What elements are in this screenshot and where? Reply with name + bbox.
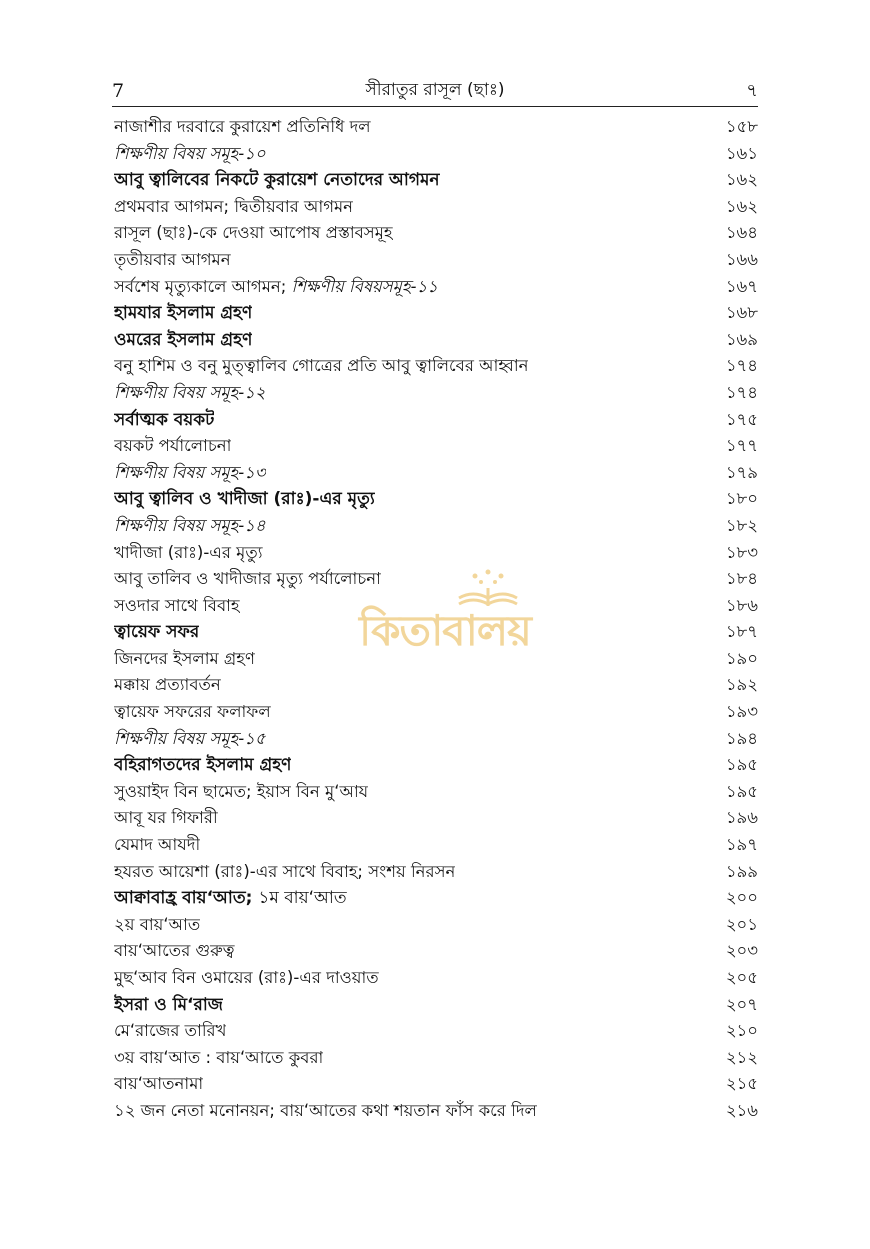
- toc-entry-title: [114, 566, 381, 593]
- toc-entry: [114, 646, 758, 673]
- toc-entry-title-text: আবু ত্বালিব ও খাদীজা (রাঃ)-এর মৃত্যু: [114, 489, 375, 510]
- toc-entry: [114, 779, 758, 806]
- toc-entry-title: [114, 433, 231, 460]
- toc-entry-title-text: প্রথমবার আগমন; দ্বিতীয়বার আগমন: [114, 196, 354, 216]
- toc-entry-title: [114, 593, 240, 620]
- toc-entry-page-number: ১৯২: [725, 675, 758, 695]
- toc-entry-title: [114, 194, 353, 221]
- toc-entry-title: [114, 752, 291, 779]
- toc-entry-page-number: ১৯৯: [725, 861, 758, 881]
- toc-entry-page-number: ১৭৫: [725, 409, 758, 429]
- toc-entry: [114, 938, 758, 965]
- toc-entry-title-text: হামযার ইসলাম গ্রহণ: [114, 303, 253, 324]
- toc-entry-page-number: ১৬৬: [725, 249, 758, 269]
- toc-entry-title: [114, 938, 235, 965]
- toc-entry: [114, 407, 758, 434]
- toc-entry-title-text: বহিরাগতদের ইসলাম গ্রহণ: [114, 755, 292, 776]
- toc-entry: [114, 513, 758, 540]
- toc-entry-title-suffix: ১ম বায়‘আত: [258, 888, 347, 909]
- toc-entry-title-text: বনু হাশিম ও বনু মুত্ত্বালিব গোত্রের প্রতি আবু ত্বালিবের আহ্বান: [114, 356, 529, 376]
- toc-entry-page-number: ১৫৮: [725, 117, 758, 136]
- toc-entry-title: [114, 141, 266, 168]
- toc-entry-title-text: শিক্ষণীয় বিষয় সমূহ-১২: [114, 382, 266, 402]
- toc-entry: [114, 460, 758, 487]
- toc-entry-page-number: ১৯৫: [725, 781, 758, 801]
- toc-entry-page-number: ১৮২: [725, 515, 758, 535]
- toc-entry-title-text: ৩য় বায়‘আত : বায়‘আতে কুবরা: [114, 1047, 324, 1067]
- toc-entry-title-text: তৃতীয়বার আগমন: [114, 249, 231, 269]
- toc-entry-page-number: ২০১: [725, 914, 758, 934]
- toc-entry: [114, 1018, 758, 1045]
- toc-entry-title-text: ওমরের ইসলাম গ্রহণ: [114, 329, 253, 350]
- toc-entry-page-number: ১৬২: [725, 196, 758, 216]
- toc-entry-page-number: ১৬১: [725, 143, 758, 163]
- toc-entry: [114, 274, 758, 301]
- toc-entry-page-number: ১৬২: [725, 170, 758, 190]
- toc-entry: [114, 114, 758, 141]
- toc-entry-title-text: সর্বশেষ মৃত্যুকালে আগমন;: [114, 276, 292, 296]
- toc-entry: [114, 1045, 758, 1072]
- toc-entry-page-number: ১৯০: [725, 648, 758, 668]
- page-header: [112, 78, 758, 104]
- toc-entry: [114, 300, 758, 327]
- toc-entry-page-number: ১৮৭: [725, 622, 758, 642]
- toc-entry: [114, 965, 758, 992]
- toc-entry: [114, 194, 758, 221]
- toc-entry: [114, 327, 758, 354]
- toc-entry-title: [114, 540, 263, 567]
- toc-entry-title-text: নাজাশীর দরবারে কুরায়েশ প্রতিনিধি দল: [114, 117, 371, 136]
- toc-entry-page-number: ১৬৭: [725, 276, 758, 296]
- toc-entry-page-number: ১৮৬: [725, 595, 758, 615]
- toc-entry-title: [114, 247, 231, 274]
- toc-entry-title-text: আবু তালিব ও খাদীজার মৃত্যু পর্যালোচনা: [114, 569, 381, 589]
- toc-entry-page-number: ১৬৯: [725, 329, 758, 349]
- toc-entry-title-text: শিক্ষণীয় বিষয় সমূহ-১৩: [114, 462, 266, 482]
- toc-entry: [114, 141, 758, 168]
- toc-entry-title: [114, 407, 214, 434]
- toc-entry-title: [114, 1098, 537, 1125]
- toc-entry: [114, 247, 758, 274]
- toc-entry-title: [114, 114, 371, 141]
- toc-entry-page-number: ১৯৬: [725, 808, 758, 828]
- toc-entry-title-text: আবু ত্বালিবের নিকটে কুরায়েশ নেতাদের আগমন: [114, 170, 440, 191]
- toc-entry: [114, 752, 758, 779]
- toc-entry-page-number: ২০৩: [725, 941, 758, 961]
- toc-entry-title-text: মক্কায় প্রত্যাবর্তন: [114, 675, 221, 695]
- toc-entry-title: [114, 353, 528, 380]
- toc-entry-title: [114, 726, 266, 753]
- toc-entry: [114, 1071, 758, 1098]
- toc-entry-title: [114, 486, 375, 513]
- watermark-text: কিতাবালয়: [359, 606, 531, 655]
- toc-entry-page-number: ১৯৩: [725, 702, 758, 722]
- toc-entry-title: [114, 619, 199, 646]
- toc-entry: [114, 992, 758, 1019]
- toc-entry-title: [114, 460, 266, 487]
- toc-entry-page-number: ২০৫: [725, 968, 758, 987]
- toc-entry-page-number: ১৭৭: [725, 436, 758, 456]
- toc-entry: [114, 220, 758, 247]
- toc-entry-title-text: ত্বায়েফ সফরের ফলাফল: [114, 702, 271, 722]
- toc-entry-title-text: বায়‘আতের গুরুত্ব: [114, 941, 235, 961]
- toc-entry-title: [114, 805, 218, 832]
- toc-entry: [114, 566, 758, 593]
- toc-entry-title-suffix: শিক্ষণীয় বিষয়সমূহ-১১: [291, 276, 438, 296]
- toc-entry: [114, 619, 758, 646]
- toc-entry-title-text: ত্বায়েফ সফর: [114, 622, 200, 643]
- toc-entry-title: [114, 779, 368, 806]
- toc-entry: [114, 805, 758, 832]
- toc-entry-title-text: মে‘রাজের তারিখ: [114, 1021, 227, 1041]
- page-number-bengali: ৭: [746, 79, 758, 101]
- toc-entry-title: [114, 885, 347, 912]
- toc-entry-title: [114, 220, 393, 247]
- toc-entry: [114, 167, 758, 194]
- toc-entry-title: [114, 300, 252, 327]
- toc-entry-page-number: ২১২: [725, 1047, 758, 1067]
- toc-entry: [114, 540, 758, 567]
- toc-entry-page-number: ১৮৩: [725, 542, 758, 562]
- toc-entry-title-text: সুওয়াইদ বিন ছামেত; ইয়াস বিন মু‘আয: [114, 781, 369, 801]
- toc-entry-title: [114, 513, 266, 540]
- toc-entry: [114, 486, 758, 513]
- toc-entry-title: [114, 832, 200, 859]
- toc-entry-page-number: ২১৬: [725, 1100, 758, 1120]
- toc-entry-title: [114, 1018, 226, 1045]
- table-of-contents: [114, 114, 758, 1125]
- toc-entry-page-number: ২০৭: [725, 994, 758, 1014]
- toc-entry-title: [114, 167, 440, 194]
- toc-entry-title: [114, 380, 266, 407]
- toc-entry-title-text: আবূ যর গিফারী: [114, 808, 218, 828]
- toc-entry-page-number: ১৭৪: [725, 356, 758, 376]
- toc-entry-title-text: বয়কট পর্যালোচনা: [114, 436, 232, 456]
- toc-entry: [114, 699, 758, 726]
- toc-entry-title-text: সওদার সাথে বিবাহ: [114, 595, 240, 615]
- toc-entry: [114, 885, 758, 912]
- toc-entry-title-text: হযরত আয়েশা (রাঃ)-এর সাথে বিবাহ; সংশয় নিরসন: [114, 861, 456, 881]
- toc-entry-page-number: ২১৫: [725, 1074, 758, 1094]
- toc-entry-title: [114, 992, 223, 1019]
- toc-entry-title: [114, 672, 221, 699]
- toc-entry-title: [114, 965, 379, 992]
- toc-entry: [114, 672, 758, 699]
- toc-entry-title-text: রাসূল (ছাঃ)-কে দেওয়া আপোষ প্রস্তাবসমূহ: [114, 223, 393, 243]
- toc-entry-page-number: ১৮৪: [725, 569, 758, 589]
- toc-entry-page-number: ১৭৯: [725, 462, 758, 482]
- toc-entry: [114, 433, 758, 460]
- toc-entry-title: [114, 327, 252, 354]
- toc-entry: [114, 353, 758, 380]
- toc-entry-title: [114, 699, 271, 726]
- toc-entry-page-number: ১৭৪: [725, 382, 758, 402]
- toc-entry-title-text: ২য় বায়‘আত: [114, 914, 201, 934]
- toc-entry: [114, 859, 758, 886]
- toc-entry-title: [114, 1071, 203, 1098]
- toc-entry-title: [114, 274, 438, 301]
- toc-entry-title-text: শিক্ষণীয় বিষয় সমূহ-১৪: [114, 515, 266, 535]
- toc-entry: [114, 593, 758, 620]
- toc-entry-title: [114, 859, 455, 886]
- toc-entry-title-text: যেমাদ আযদী: [114, 835, 201, 855]
- running-title: সীরাতুর রাসূল (ছাঃ): [365, 80, 505, 100]
- toc-entry-title-text: সর্বাত্মক বয়কট: [114, 409, 215, 430]
- toc-entry: [114, 380, 758, 407]
- toc-entry-title-text: শিক্ষণীয় বিষয় সমূহ-১০: [114, 143, 266, 163]
- toc-entry-title: [114, 1045, 323, 1072]
- toc-entry-title-text: খাদীজা (রাঃ)-এর মৃত্যু: [114, 542, 263, 562]
- toc-entry-title: [114, 912, 200, 939]
- toc-entry-page-number: ২০০: [725, 888, 758, 908]
- toc-entry-title-text: ইসরা ও মি‘রাজ: [114, 994, 223, 1015]
- toc-entry-page-number: ১৯৪: [725, 728, 758, 748]
- toc-entry-page-number: ১৬৮: [725, 303, 758, 323]
- toc-entry: [114, 832, 758, 859]
- toc-entry-page-number: ১৮০: [725, 489, 758, 509]
- header-divider: [112, 106, 758, 107]
- toc-entry: [114, 1098, 758, 1125]
- toc-entry-title-text: শিক্ষণীয় বিষয় সমূহ-১৫: [114, 728, 266, 748]
- toc-entry-title-text: জিনদের ইসলাম গ্রহণ: [114, 648, 255, 668]
- toc-entry-page-number: ২১০: [725, 1021, 758, 1041]
- toc-entry-page-number: ১৬৪: [725, 223, 758, 243]
- page-number-latin: 7: [112, 80, 125, 102]
- toc-entry-page-number: ১৯৭: [725, 835, 758, 855]
- toc-entry-title-text: মুছ‘আব বিন ওমায়ের (রাঃ)-এর দাওয়াত: [114, 968, 379, 987]
- toc-entry: [114, 726, 758, 753]
- toc-entry-title-text: আক্বাবাহ্র বায়‘আত;: [114, 888, 259, 909]
- toc-entry-page-number: ১৯৫: [725, 755, 758, 775]
- toc-entry-title-text: বায়‘আতনামা: [114, 1074, 204, 1094]
- toc-entry: [114, 912, 758, 939]
- toc-entry-title: [114, 646, 255, 673]
- toc-entry-title-text: ১২ জন নেতা মনোনয়ন; বায়‘আতের কথা শয়তান ফাঁস করে দিল: [114, 1100, 537, 1120]
